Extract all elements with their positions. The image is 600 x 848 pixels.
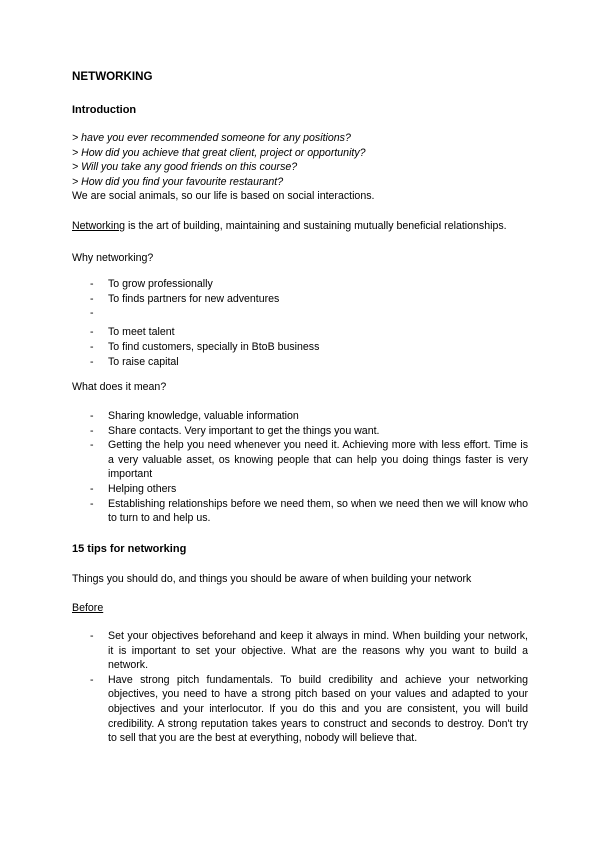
why-networking-question: Why networking? (72, 252, 154, 264)
list-item: - Establishing relationships before we need them, so when we need then we will know who to turn to and help us. (72, 497, 528, 526)
list-item: - Sharing knowledge, valuable information (72, 409, 528, 424)
intro-question: > have you ever recommended someone for any positions? (72, 132, 351, 144)
list-item: - To raise capital (72, 355, 528, 370)
list-item (72, 306, 528, 325)
tips-intro: Things you should do, and things you should be aware of when building your network (72, 573, 472, 585)
definition-term: Networking (72, 220, 125, 232)
tips-heading: 15 tips for networking (72, 543, 187, 555)
list-item: - Getting the help you need whenever you need it. Achieving more with less effort. Time is a very valuable asset, os knowing people that can help you doing things faster is very important (72, 438, 528, 482)
meaning-question: What does it mean? (72, 381, 167, 393)
list-item: - Set your objectives beforehand and keep it always in mind. When building your network, it is important to set your objective. What are the reasons why you want to build a network. (72, 629, 528, 673)
meaning-list (72, 409, 528, 526)
list-item: - Have strong pitch fundamentals. To build credibility and achieve your networking objectives, you need to have a strong pitch based on your values and adapted to your objectives and your interlocutor. If you do this and you are consistent, you will build credibility. A strong reputation takes years to construct and seconds to destroy. Don't try to sell that you are the best at everything, nobody will believe that. (72, 673, 528, 746)
networking-definition (72, 219, 528, 234)
definition-text: is the art of building, maintaining and sustaining mutually beneficial relationships. (125, 220, 507, 232)
list-item: - To grow professionally (72, 277, 528, 292)
intro-question: > How did you achieve that great client, project or opportunity? (72, 146, 366, 159)
list-item: - To find customers, specially in BtoB business (72, 340, 528, 355)
intro-statement: We are social animals, so our life is based on social interactions. (72, 190, 375, 203)
list-item: - Share contacts. Very important to get the things you want. (72, 424, 528, 439)
list-item: - To meet talent (72, 325, 528, 340)
before-subheading: Before (72, 602, 104, 614)
why-networking-list (72, 277, 528, 369)
list-item: - To finds partners for new adventures (72, 292, 528, 307)
before-tips-list (72, 629, 528, 746)
introduction-block (72, 131, 528, 204)
introduction-heading: Introduction (72, 104, 137, 116)
intro-question: > How did you find your favourite restaurant? (72, 175, 284, 188)
list-item: - Helping others (72, 482, 528, 497)
intro-question: > Will you take any good friends on this course? (72, 161, 298, 174)
document-title: NETWORKING (72, 70, 153, 83)
